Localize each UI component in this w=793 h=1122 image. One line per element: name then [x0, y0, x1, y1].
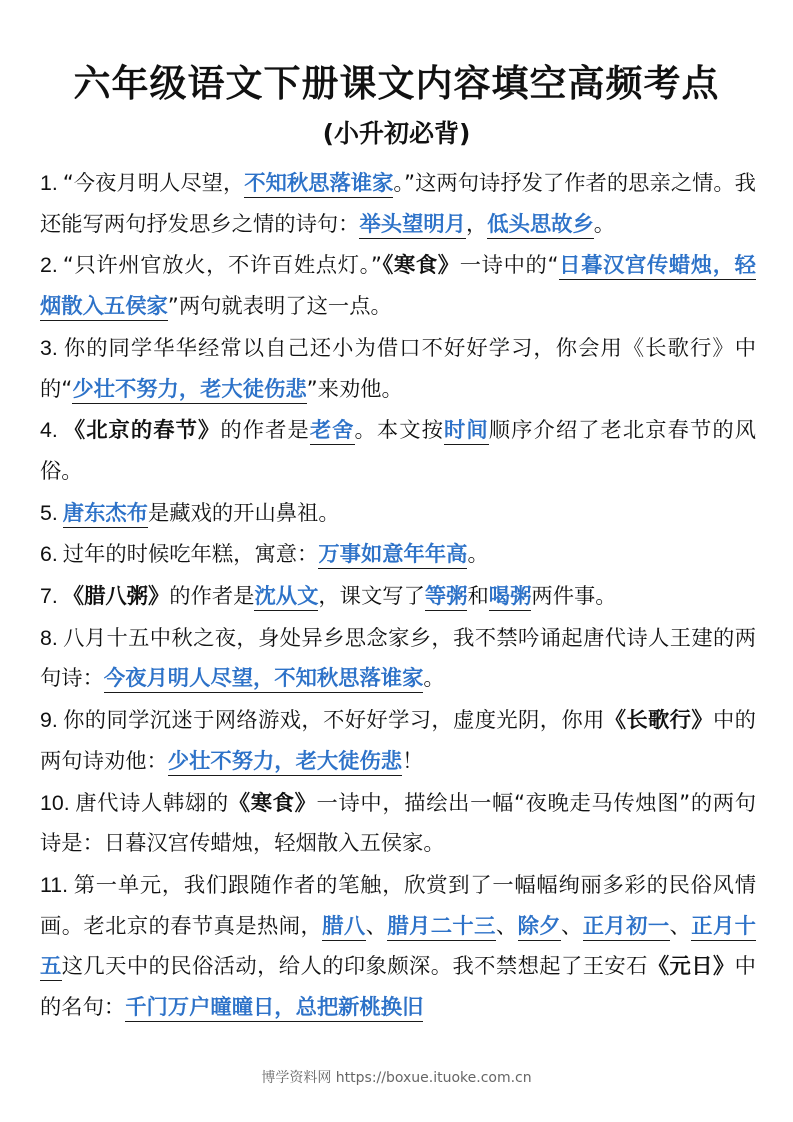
question-text: ”两句就表明了这一点。 [167, 294, 392, 320]
answer-blank: 唐东杰布 [62, 500, 148, 526]
question-text: 。”这两句诗抒发了作者的思亲之情。我还能写两句抒发思乡之情的诗句： [40, 171, 756, 237]
question-text: 两件事。 [531, 584, 617, 610]
answer-blank: 千门万户曈曈日，总把新桃换旧 [125, 995, 424, 1021]
question-list [40, 163, 756, 1029]
question-item [40, 493, 756, 535]
question-text: 、 [669, 913, 692, 939]
answer-blank: 万事如意年年高 [318, 542, 468, 568]
question-text: “今夜月明人尽望， [62, 171, 245, 196]
question-item [40, 576, 756, 618]
answer-blank: 少壮不努力，老大徒伤悲 [72, 376, 307, 402]
question-text: 一诗中，描绘出一幅“夜晚走马传烛图”的两句诗是：日暮汉宫传蜡烛，轻烟散入五侯家。 [40, 790, 756, 857]
answer-blank: 今夜月明人尽望，不知秋思落谁家 [103, 666, 424, 692]
question-number: 7. [40, 584, 58, 609]
book-title: 《寒食》 [381, 253, 460, 279]
question-item [40, 783, 756, 865]
question-text: ！ [402, 748, 424, 774]
book-title: 《寒食》 [228, 790, 317, 816]
footer-source: 博学资料网 https://boxue.ituoke.com.cn [261, 1070, 532, 1086]
answer-blank: 低头思故乡 [487, 211, 594, 237]
answer-blank: 沈从文 [254, 584, 319, 610]
question-number: 5. [40, 500, 58, 525]
question-text: 。 [593, 211, 616, 237]
question-text: 的作者是 [169, 584, 255, 610]
answer-blank: 少壮不努力，老大徒伤悲 [167, 748, 403, 774]
answer-blank: 日暮汉宫传蜡烛，轻烟散入五侯家 [40, 253, 756, 320]
question-text: ”来劝他。 [306, 376, 403, 402]
answer-blank: 正月十五 [40, 913, 756, 980]
answer-blank: 举头望明月 [359, 211, 466, 237]
question-text: 中的两句诗劝他： [40, 708, 756, 774]
page-title: 六年级语文下册课文内容填空高频考点 [73, 62, 720, 105]
question-text: 。本文按 [354, 418, 444, 444]
question-text: ， [465, 211, 488, 237]
question-number: 3. [40, 335, 58, 360]
question-item [40, 534, 756, 576]
question-text: 这几天中的民俗活动，给人的印象颇深。我不禁想起了王安石 [61, 954, 648, 980]
question-number: 8. [40, 625, 58, 650]
book-title: 《元日》 [647, 954, 735, 980]
question-text: 八月十五中秋之夜，身处异乡思念家乡，我不禁吟诵起唐代诗人王建的两句诗： [40, 625, 756, 692]
answer-blank: 时间 [444, 418, 489, 444]
answer-blank: 正月初一 [582, 913, 670, 939]
question-text: 第一单元，我们跟随作者的笔触，欣赏到了一幅幅绚丽多彩的民俗风情画。老北京的春节真是热闹， [40, 872, 756, 939]
question-item [40, 328, 756, 410]
question-item [40, 700, 756, 782]
question-text: “只许州官放火，不许百姓点灯。” [62, 253, 382, 279]
answer-blank: 等粥 [424, 584, 468, 610]
answer-blank: 除夕 [517, 913, 561, 939]
answer-blank: 不知秋思落谁家 [244, 171, 394, 196]
question-number: 2. [40, 253, 58, 278]
question-text: 你的同学沉迷于网络游戏，不好好学习，虚度光阴，你用 [62, 708, 605, 734]
question-text: 、 [495, 913, 518, 939]
question-text: 顺序介绍了老北京春节的风俗。 [40, 418, 756, 484]
question-text: ，课文写了 [318, 584, 425, 610]
answer-blank: 喝粥 [488, 584, 532, 610]
question-item [40, 618, 756, 700]
question-text: 、 [560, 913, 583, 939]
answer-blank: 腊月二十三 [387, 913, 496, 939]
answer-blank: 腊八 [322, 913, 366, 939]
question-text: 你的同学华华经常以自己还小为借口不好好学习，你会用《长歌行》中的“ [40, 335, 756, 402]
question-item [40, 163, 756, 245]
book-title: 《腊八粥》 [62, 584, 170, 610]
question-number: 6. [40, 542, 58, 567]
question-text: 和 [467, 584, 489, 610]
question-text: 唐代诗人韩翃的 [74, 790, 229, 816]
question-text: 。 [467, 542, 489, 568]
question-number: 10. [40, 790, 70, 815]
question-text: 、 [365, 913, 388, 939]
question-text: 是藏戏的开山鼻祖。 [147, 500, 340, 526]
question-item [40, 410, 756, 492]
book-title: 《长歌行》 [604, 708, 713, 734]
question-text: 一诗中的“ [459, 253, 559, 279]
question-text: 的作者是 [220, 418, 310, 444]
question-number: 9. [40, 708, 58, 733]
question-text: 。 [423, 666, 445, 692]
answer-blank: 老舍 [309, 418, 355, 444]
question-number: 1. [40, 171, 58, 195]
question-item [40, 865, 756, 1029]
question-text: 过年的时候吃年糕，寓意： [62, 542, 319, 568]
book-title: 《北京的春节》 [62, 418, 221, 444]
page-subtitle: (小升初必背) [322, 119, 471, 148]
question-item [40, 245, 756, 327]
question-number: 4. [40, 418, 58, 443]
question-text: 中的名句： [40, 954, 756, 1021]
question-number: 11. [40, 872, 69, 897]
